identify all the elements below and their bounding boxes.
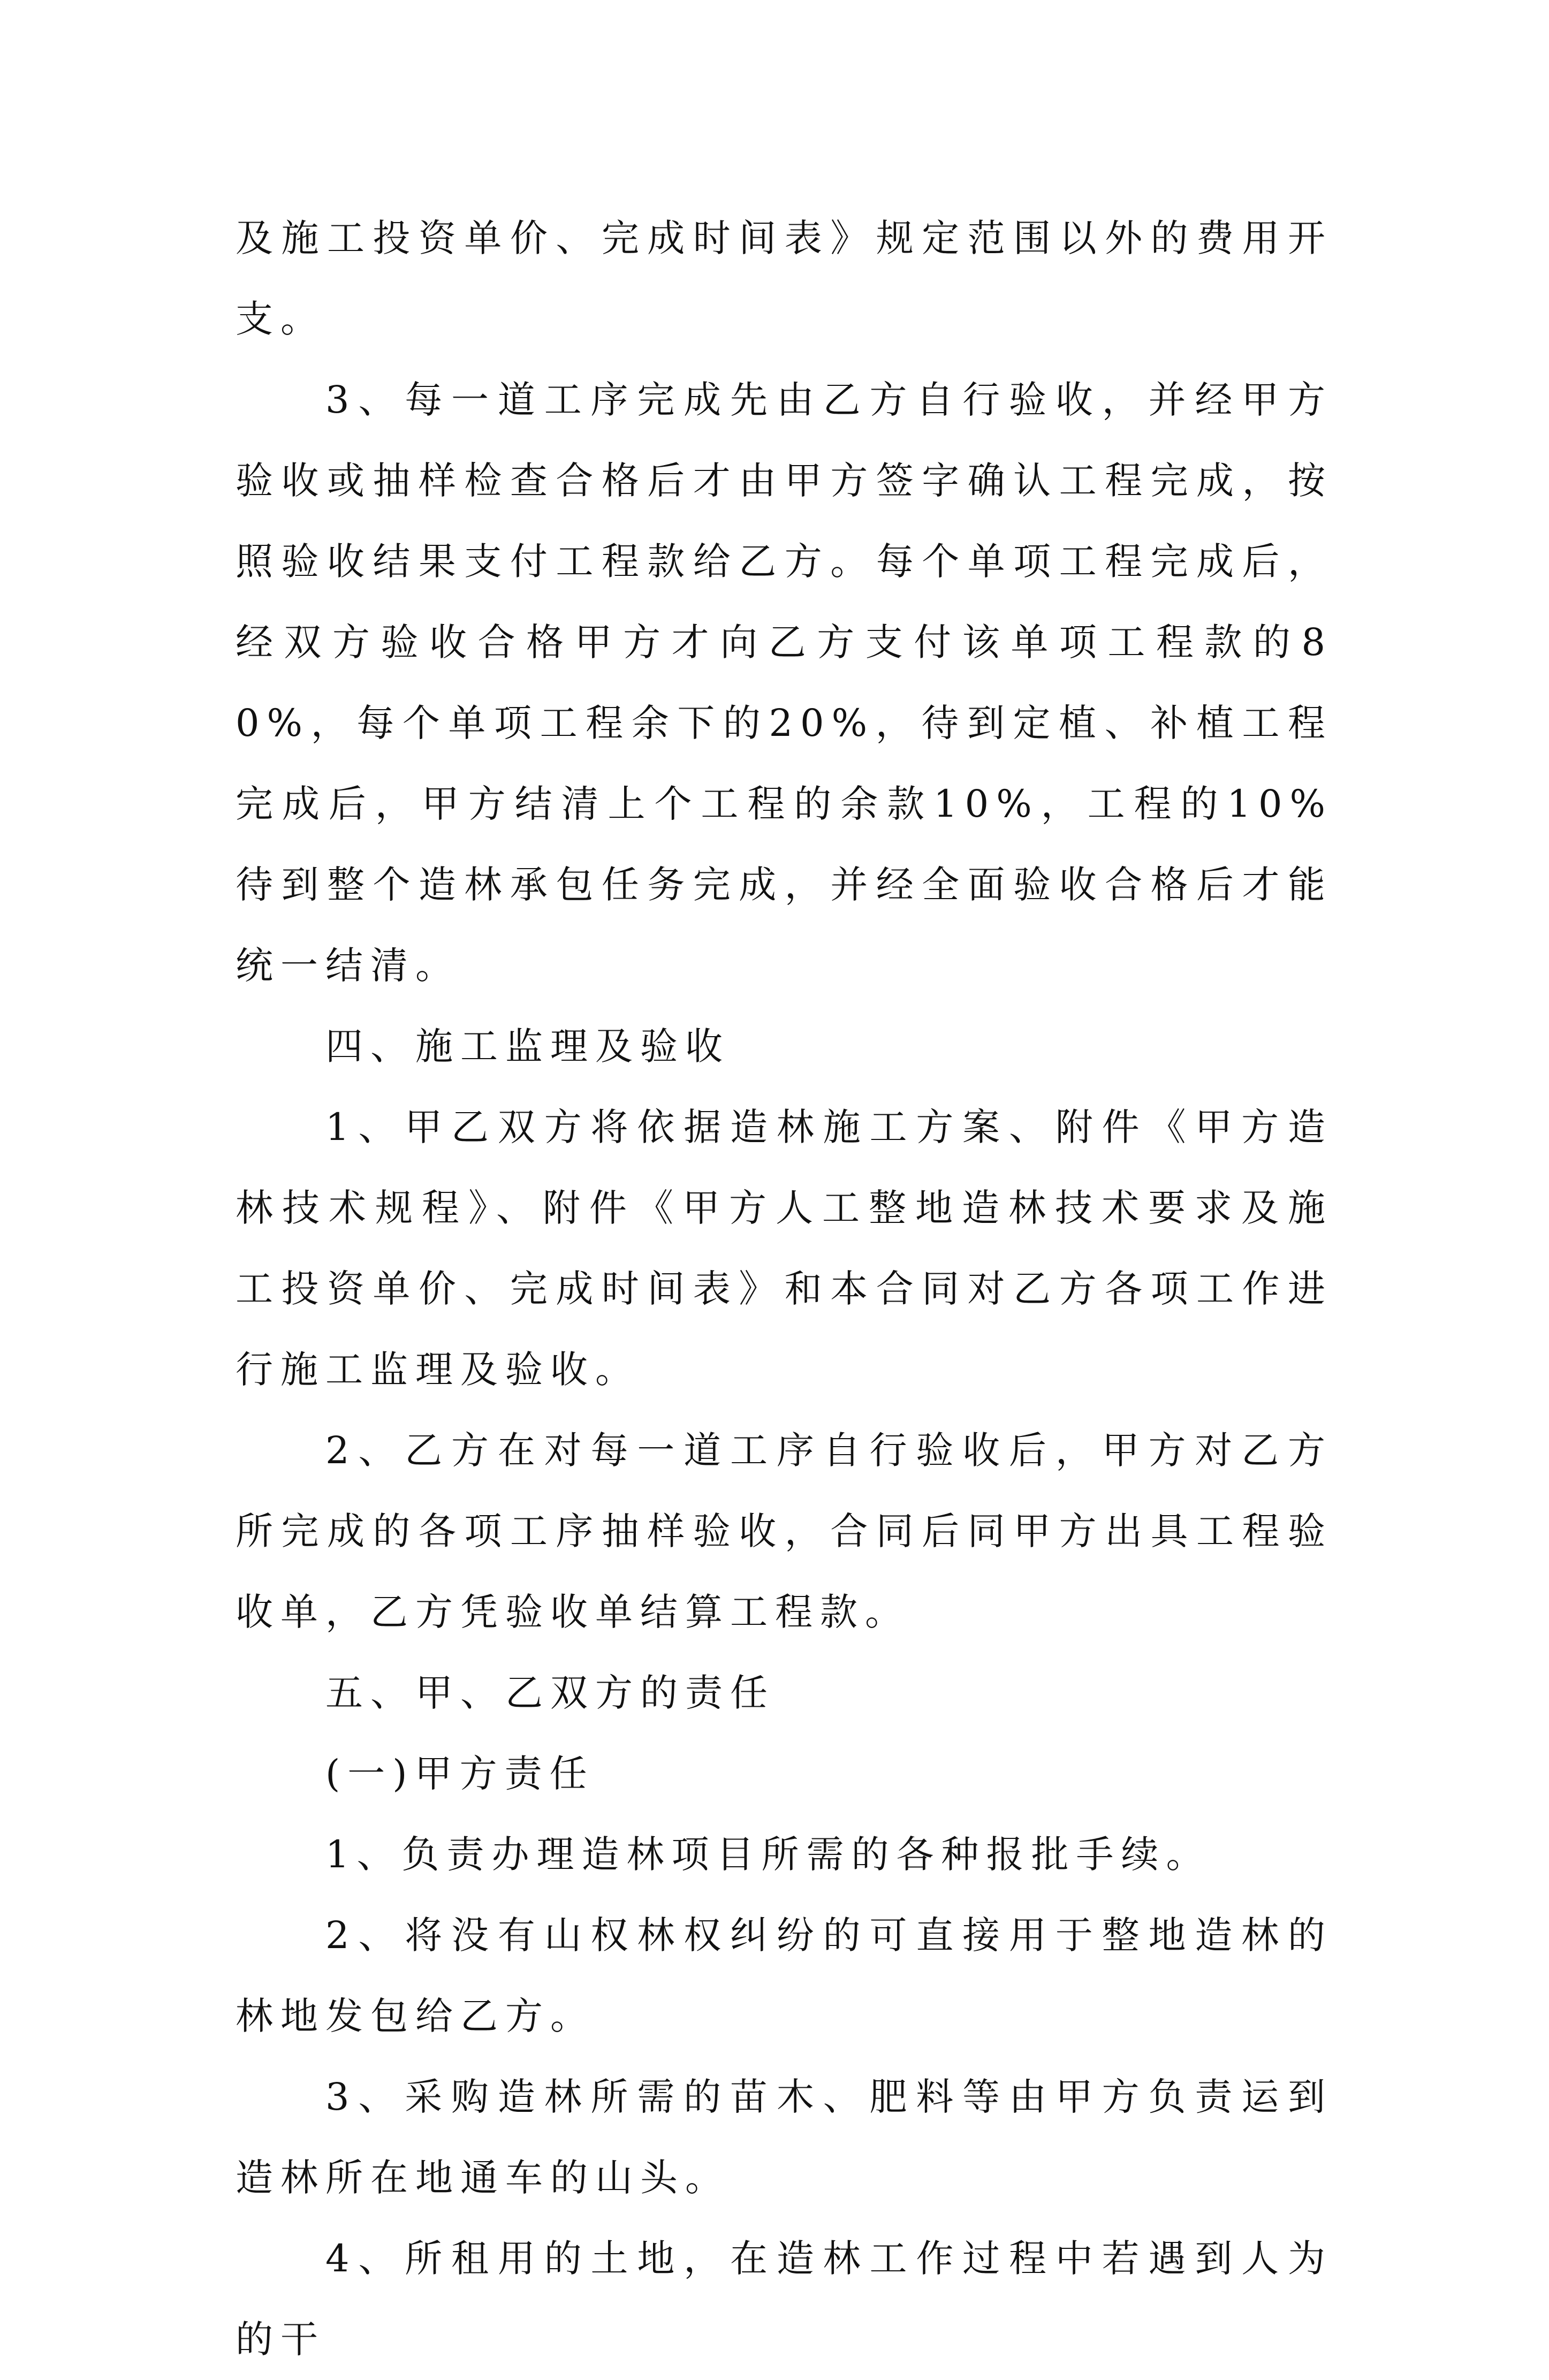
paragraph-item-3-payment: 3、每一道工序完成先由乙方自行验收，并经甲方验收或抽样检查合格后才由甲方签字确认工程完成，按照验收结果支付工程款给乙方。每个单项工程完成后，经双方验收合格甲方才向乙方支付该单项工程款的80%，每个单项工程余下的20%，待到定植、补植工程完成后，甲方结清上个工程的余款10%，工程的10%待到整个造林承包任务完成，并经全面验收合格后才能统一结清。 <box>236 378 1333 987</box>
paragraph-item-2-acceptance: 2、乙方在对每一道工序自行验收后，甲方对乙方所完成的各项工序抽样验收，合同后同甲方出具工程验收单，乙方凭验收单结算工程款。 <box>236 1428 1333 1634</box>
section-heading-4: 四、施工监理及验收 <box>325 1024 730 1068</box>
paragraph-continuation: 及施工投资单价、完成时间表》规定范围以外的费用开支。 <box>236 216 1333 341</box>
section-heading-5: 五、甲、乙双方的责任 <box>325 1671 775 1715</box>
subsection-heading-party-a: (一)甲方责任 <box>325 1752 595 1796</box>
paragraph-item-1-approvals: 1、负责办理造林项目所需的各种报批手续。 <box>325 1832 1211 1876</box>
paragraph-item-3-seedlings: 3、采购造林所需的苗木、肥料等由甲方负责运到造林所在地通车的山头。 <box>236 2075 1333 2200</box>
paragraph-item-2-land: 2、将没有山权林权纠纷的可直接用于整地造林的林地发包给乙方。 <box>236 1913 1333 2038</box>
paragraph-item-1-supervision: 1、甲乙双方将依据造林施工方案、附件《甲方造林技术规程》、附件《甲方人工整地造林技术要求及施工投资单价、完成时间表》和本合同对乙方各项工作进行施工监理及验收。 <box>236 1105 1333 1391</box>
document-page <box>236 198 1333 2380</box>
paragraph-item-4-rented-land: 4、所租用的土地，在造林工作过程中若遇到人为的干 <box>236 2237 1333 2361</box>
